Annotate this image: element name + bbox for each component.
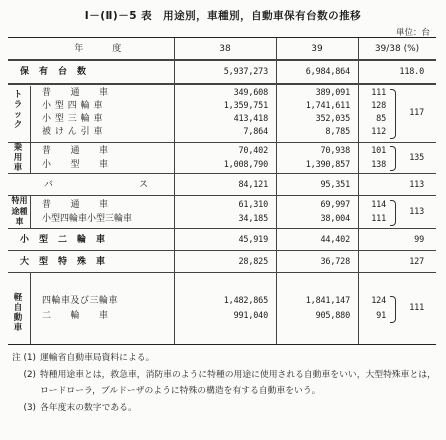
column-rule	[30, 196, 31, 228]
footnote-label: (3)	[23, 402, 36, 413]
group-bracket	[390, 89, 396, 139]
table-title: Ⅰ－(Ⅱ)－5 表 用途別，車種別，自動車保有台数の推移	[84, 10, 362, 22]
total-38: 5,937,273	[223, 67, 268, 77]
light-group-ratio: 111	[409, 303, 424, 313]
truck-row-39: 352,035	[315, 114, 350, 124]
light-row-ratio: 91	[376, 311, 386, 321]
passenger-row-38: 1,008,790	[223, 160, 268, 170]
unit-label: 単位：台	[395, 28, 430, 38]
footnote-text: 各年度末の数字である。	[40, 402, 137, 413]
light-row-38: 1,482,865	[223, 296, 268, 306]
header-year: 年 度	[74, 44, 122, 54]
total-39: 6,984,864	[305, 67, 350, 77]
small2-39: 44,402	[320, 235, 350, 245]
truck-row-ratio: 85	[376, 114, 386, 124]
passenger-group-ratio: 135	[409, 153, 424, 163]
truck-row-ratio: 128	[371, 101, 386, 111]
footnote	[8, 400, 438, 417]
table-row-large-special	[8, 251, 436, 273]
group-passenger	[8, 143, 436, 174]
special-group-ratio: 113	[409, 207, 424, 217]
small2-ratio: 99	[414, 235, 424, 245]
group-label-truck: トラック	[13, 90, 23, 130]
light-row-ratio: 124	[371, 296, 386, 306]
data-table	[8, 37, 436, 345]
footnote	[8, 367, 438, 400]
truck-row-label: 小 型 三 輪 車	[42, 114, 103, 124]
passenger-row-label: 小 型 車	[42, 160, 109, 170]
column-rule	[30, 86, 31, 142]
footnote-text: 特種用途車とは，救急車，消防車のように特種の用途に使用される自動車をいい，大型特殊車とは，ロードローラ，ブルドーザのように特殊の構造を有する自動車をいう。	[40, 369, 436, 396]
truck-row-label: 普 通 車	[42, 88, 109, 98]
group-bracket	[390, 146, 396, 171]
truck-row-39: 389,091	[315, 88, 350, 98]
bus-39: 95,351	[320, 180, 350, 190]
footnote-label: (2)	[23, 369, 36, 380]
footnote-label: 注 (1)	[11, 353, 36, 363]
truck-row-ratio: 111	[371, 88, 386, 98]
truck-row-38: 349,608	[233, 88, 268, 98]
passenger-row-38: 70,402	[238, 146, 268, 156]
special-row-label: 小型四輪車小型三輪車	[42, 214, 133, 224]
largespecial-ratio: 127	[409, 257, 424, 267]
passenger-row-39: 1,390,857	[305, 160, 350, 170]
group-light	[8, 273, 436, 344]
passenger-row-ratio: 138	[371, 160, 386, 170]
header-39: 39	[311, 44, 323, 54]
special-row-38: 61,310	[238, 200, 268, 210]
special-row-ratio: 114	[371, 200, 386, 210]
truck-row-ratio: 112	[371, 127, 386, 137]
special-row-39: 69,997	[320, 200, 350, 210]
group-special	[8, 196, 436, 229]
table-row-small-two-wheel	[8, 229, 436, 251]
light-row-38: 991,040	[233, 311, 268, 321]
largespecial-39: 36,728	[320, 257, 350, 267]
column-rule	[30, 273, 31, 344]
header-row	[8, 38, 436, 61]
table-row-total	[8, 61, 436, 85]
special-row-38: 34,185	[238, 214, 268, 224]
group-label-light: 軽自動車	[13, 293, 23, 333]
group-bracket	[390, 200, 396, 226]
truck-row-label: 被 け ん 引 車	[42, 127, 103, 137]
footnote	[8, 350, 438, 367]
special-row-label: 普 通 車	[42, 200, 109, 210]
small2-label: 小 型 二 輪 車	[20, 235, 106, 245]
light-row-label: 二 輪 車	[42, 311, 109, 321]
light-row-39: 905,880	[315, 311, 350, 321]
truck-group-ratio: 117	[409, 108, 424, 118]
group-label-passenger: 乗用車	[13, 143, 23, 173]
bus-ratio: 113	[409, 180, 424, 190]
passenger-row-label: 普 通 車	[42, 146, 109, 156]
table-row-bus	[8, 174, 436, 196]
special-row-ratio: 111	[371, 214, 386, 224]
group-label-special: 特用途種車	[11, 196, 28, 226]
footnote-text: 運輸省自動車局資料による。	[40, 353, 155, 363]
special-row-39: 38,004	[320, 214, 350, 224]
group-truck	[8, 86, 436, 143]
truck-row-39: 8,785	[325, 127, 350, 137]
passenger-row-39: 70,938	[320, 146, 350, 156]
truck-row-label: 小 型 四 輪 車	[42, 101, 103, 111]
footnotes	[8, 350, 438, 416]
largespecial-label: 大 型 特 殊 車	[20, 257, 106, 267]
light-row-label: 四輪車及び三輪車	[42, 296, 119, 306]
total-label: 保 有 台 数	[20, 67, 87, 77]
header-ratio: 39/38 (%)	[374, 44, 420, 54]
column-rule	[30, 143, 31, 173]
bus-38: 84,121	[238, 180, 268, 190]
passenger-row-ratio: 101	[371, 146, 386, 156]
largespecial-38: 28,825	[238, 257, 268, 267]
truck-row-38: 7,864	[243, 127, 268, 137]
bus-label: バ ス	[44, 180, 149, 190]
group-bracket	[390, 296, 396, 323]
small2-38: 45,919	[238, 235, 268, 245]
truck-row-38: 413,418	[233, 114, 268, 124]
total-ratio: 118.0	[399, 67, 424, 77]
truck-row-39: 1,741,611	[305, 101, 350, 111]
light-row-39: 1,841,147	[305, 296, 350, 306]
header-38: 38	[219, 44, 231, 54]
truck-row-38: 1,359,751	[223, 101, 268, 111]
